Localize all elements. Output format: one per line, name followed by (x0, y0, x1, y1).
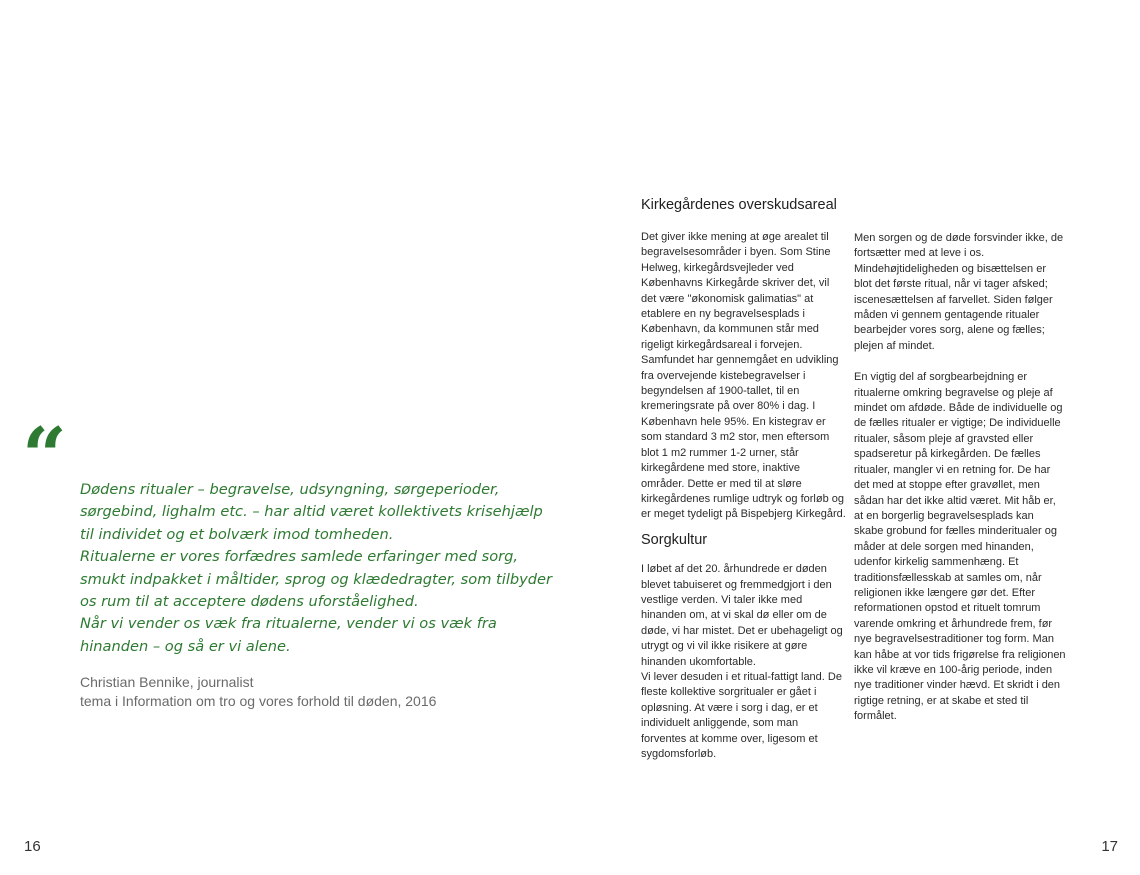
section-heading-overskudsareal: Kirkegårdenes overskudsareal (641, 197, 837, 213)
page-number-right: 17 (1101, 838, 1118, 855)
page-number-left: 16 (24, 838, 41, 855)
quote-line: Når vi vender os væk fra ritualerne, vender vi os væk fra hinanden – og så er vi alene. (80, 615, 497, 655)
body-paragraph: Men sorgen og de døde forsvinder ikke, de fortsætter med at leve i os. Mindehøjtideligheden og bisættelsen er blot det første ritual, når vi tager afsked; iscenesættelsen af farvellet. Siden følger måden vi gennem gentagende ritualer bearbejder vores sorg, alene og fælles; plejen af mindet. (854, 232, 1064, 352)
text-column-right (854, 231, 1066, 725)
text-column-left (641, 230, 846, 762)
body-paragraph: En vigtig del af sorgbearbejdning er ritualerne omkring begravelse og pleje af mindet om afdøde. Både de individuelle og de fælles ritualer er vigtige; De individuelle ritualer, såsom pleje af gravsted eller spadseretur på kirkegården. De fælles ritualer, mangler vi en retning for. De har det med at stoppe efter gravøllet, men sådan har det ikke altid været. Mit håb er, at en borgerlig begravelsesplads kan skabe grobund for fælles minderitualer og måder at dele sorgen med hinanden, udenfor kirkelig sammenhæng. Et traditionsfællesskab at samles om, når religionen ikke længere gør det. Efter reformationen opstod et rituelt tomrum varende omkring et århundrede frem, før nye begravelsestraditioner tog form. Man kan håbe at vor tids frigørelse fra religionen ikke vil kræve en 100-årig periode, inden nye traditioner vinder hævd. Et skridt i den rigtige retning, er at skabe et sted til formålet. (854, 371, 1066, 723)
quote-line: Dødens ritualer – begravelse, udsyngning, sørgeperioder, sørgebind, lighalm etc. – har altid været kollektivets krisehjælp til individet og et bolværk imod tomheden. (80, 481, 543, 543)
quote-source: tema i Information om tro og vores forhold til døden, 2016 (80, 693, 437, 709)
quote-mark-icon: “ (22, 411, 67, 502)
body-paragraph: Vi lever desuden i et ritual-fattigt land. De fleste kollektive sorgritualer er gået i opløsning. At være i sorg i dag, er et individuelt anliggende, som man forventes at komme over, ligesom et sygdomsforløb. (641, 670, 842, 760)
quote-line: Ritualerne er vores forfædres samlede erfaringer med sorg, smukt indpakket i måltider, sprog og klædedragter, som tilbyder os rum til at acceptere dødens uforståelighed. (80, 548, 553, 611)
body-paragraph: Det giver ikke mening at øge arealet til begravelsesområder i byen. Som Stine Helweg, kirkegårdsvejleder ved Københavns Kirkegårde skriver det, vil det være "økonomisk galimatias" at etablere en ny begravelsesplads i København, da kommunen står med rigeligt kirkegårdsareal i forvejen. Samfundet har gennemgået en udvikling fra overvejende kistebegravelser i begyndelsen af 1900-tallet, til en kremeringsrate på over 80% i dag. I København hele 95%. En kistegrav er som standard 3 m2 stor, men eftersom blot 1 m2 rummer 1-2 urner, står kirkegårdene med store, inaktive områder. Dette er med til at sløre kirkegårdenes rumlige udtryk og forløb og er meget tydeligt på Bispebjerg Kirkegård. (641, 231, 846, 521)
section-heading-sorgkultur: Sorgkultur (641, 531, 708, 548)
body-paragraph: I løbet af det 20. århundrede er døden blevet tabuiseret og fremmedgjort i den vestlige verden. Vi taler ikke med hinanden om, at vi skal dø eller om de døde, vi har mistet. Det er ubehageligt og utrygt og vi vil ikke risikere at gøre hinanden ukomfortable. (641, 563, 843, 668)
quote-attribution (80, 673, 560, 711)
pull-quote (80, 479, 560, 658)
quote-author: Christian Bennike, journalist (80, 674, 254, 690)
